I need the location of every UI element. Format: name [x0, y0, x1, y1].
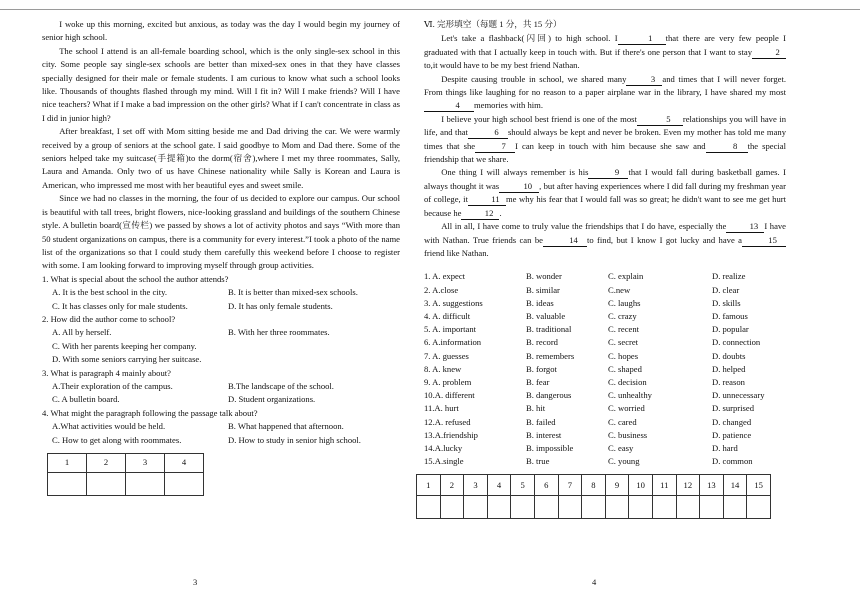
cloze-paragraph [424, 113, 786, 167]
table-header-cell: 14 [723, 475, 747, 496]
choice-option: 12.A. refused [424, 416, 471, 427]
choice-option: D. clear [712, 284, 740, 295]
cloze-text: relationships you will have in life, and that [424, 113, 786, 138]
choice-option: D. popular [712, 324, 749, 335]
option-row [42, 286, 400, 299]
table-header-cell: 5 [511, 475, 535, 496]
answer-cell [126, 473, 165, 496]
choice-option: C. cared [608, 416, 637, 427]
choice-option: D. common [712, 456, 753, 467]
answer-option: B. What happened that afternoon. [228, 421, 344, 432]
choice-option: C.new [608, 284, 631, 295]
answer-option: C. With her parents keeping her company. [52, 340, 197, 351]
choice-option: C. young [608, 456, 640, 467]
choice-option: 14.A.lucky [424, 442, 463, 453]
choice-option: B. forgot [526, 363, 557, 374]
right-page [424, 18, 786, 519]
choice-option: B. impossible [526, 442, 574, 453]
answer-option: C. How to get along with roommates. [52, 434, 182, 445]
cloze-blank: 2 [752, 47, 786, 59]
cloze-text: All in all, I have come to truly value the friendships that I do have, especially the [441, 221, 727, 232]
answer-cell [511, 496, 535, 519]
cloze-passage [424, 32, 786, 260]
passage-paragraph: I woke up this morning, excited but anxious, as today was the day I would begin my journey of senior high school. [42, 19, 400, 43]
answer-cell [676, 496, 700, 519]
choice-option: B. interest [526, 429, 562, 440]
cloze-paragraph [424, 166, 786, 220]
choice-option: D. changed [712, 416, 752, 427]
table-header-cell: 4 [487, 475, 511, 496]
question-stem: 3. What is paragraph 4 mainly about? [42, 367, 171, 378]
answer-cell [534, 496, 558, 519]
choice-row [424, 363, 786, 376]
table-header-cell: 6 [534, 475, 558, 496]
table-header-cell: 4 [165, 454, 204, 473]
table-header-cell: 10 [629, 475, 653, 496]
choice-option: D. realize [712, 271, 746, 282]
choice-option: B. valuable [526, 310, 566, 321]
table-header-cell: 3 [126, 454, 165, 473]
choice-option: D. doubts [712, 350, 746, 361]
table-header-cell: 7 [558, 475, 582, 496]
choice-option: 1. A. expect [424, 271, 466, 282]
choice-option: C. recent [608, 324, 640, 335]
cloze-text: should always be kept and never be broken. Even my mother has told me many times that she [424, 127, 786, 151]
option-row [42, 300, 400, 313]
choice-option: D. unnecessary [712, 390, 765, 401]
section-title: Ⅵ. 完形填空（每题 1 分，共 15 分） [424, 19, 562, 29]
choice-option: B. dangerous [526, 390, 572, 401]
cloze-text: that there are very few people I graduated with that I actually keep in touch with. But if there's one person that I want to stay [424, 33, 786, 57]
answer-table-left [47, 453, 204, 496]
option-row [42, 380, 400, 393]
table-header-cell: 3 [464, 475, 488, 496]
choice-row [424, 429, 786, 442]
choice-option: 15.A.single [424, 456, 464, 467]
choice-option: C. secret [608, 337, 639, 348]
answer-option: C. A bulletin board. [52, 394, 120, 405]
answer-table-right [416, 474, 771, 519]
cloze-text: to,it would have to be my best friend Nathan. [424, 60, 580, 71]
choice-option: 13.A.friendship [424, 429, 478, 440]
question-stem: 2. How did the author come to school? [42, 313, 176, 324]
choice-option: 7. A. guesses [424, 350, 469, 361]
choice-option: 2. A.close [424, 284, 459, 295]
cloze-text: I can keep in touch with him because she saw and [515, 140, 706, 151]
choice-row [424, 323, 786, 336]
answer-option: A. It is the best school in the city. [52, 287, 167, 298]
choice-option: 4. A. difficult [424, 310, 471, 321]
option-row [42, 420, 400, 433]
choice-option: B. similar [526, 284, 560, 295]
answer-option: D. It has only female students. [228, 300, 333, 311]
choice-option: D. patience [712, 429, 752, 440]
choice-option: C. decision [608, 376, 647, 387]
choice-option: B. failed [526, 416, 556, 427]
choice-row [424, 389, 786, 402]
cloze-text: me why his fear that I would fall was so great; he didn't want to see me get hurt because he [424, 194, 786, 218]
cloze-blank: 5 [637, 114, 683, 126]
choice-option: 8. A. knew [424, 363, 462, 374]
choice-option: C. worried [608, 403, 645, 414]
answer-cell [747, 496, 771, 519]
cloze-text: . [499, 207, 502, 218]
choice-option: D. helped [712, 363, 746, 374]
answer-option: A.What activities would be held. [52, 421, 166, 432]
cloze-text: friend like Nathan. [424, 247, 489, 258]
choice-option: C. explain [608, 271, 644, 282]
choice-row [424, 336, 786, 349]
choice-option: C. shaped [608, 363, 642, 374]
page-number-right: 4 [592, 577, 597, 587]
cloze-text: that I would fall during basketball games. I always thought it was [424, 167, 786, 191]
answer-option: D. With some seniors carrying her suitcase. [52, 354, 202, 365]
cloze-blank: 9 [588, 167, 628, 179]
answer-option: A.Their exploration of the campus. [52, 380, 173, 391]
choice-option: 3. A. suggestions [424, 297, 483, 308]
answer-cell [417, 496, 441, 519]
table-header-cell: 11 [652, 475, 676, 496]
cloze-blank: 4 [424, 100, 474, 112]
cloze-text: memories with him. [474, 100, 543, 111]
passage-paragraph: Since we had no classes in the morning, the four of us decided to explore our campus. Our school is beautiful with tall trees, bright flowers, nice-looking grassland and buildings of the southern Chinese style. A bulletin board(宣传栏) we passed by shows a lot of activity photos and says “With more than 50 student organizations on campus, there is a community for every interest.”I took a photo of the name list of the organizations so that I could study them carefully this weekend before I choose to register with some. I am looking forward to improving myself through group activities. [42, 193, 400, 271]
cloze-text: One thing I will always remember is his [441, 167, 589, 178]
answer-option: D. Student organizations. [228, 394, 316, 405]
choice-row [424, 310, 786, 323]
choice-option: C. business [608, 429, 648, 440]
choice-option: D. surprised [712, 403, 755, 414]
cloze-text: I believe your high school best friend is one of the most [441, 113, 637, 124]
choice-option: 9. A. problem [424, 376, 472, 387]
choice-option: B. record [526, 337, 558, 348]
cloze-paragraph [424, 32, 786, 72]
option-row [42, 340, 400, 353]
top-rule [0, 9, 860, 10]
question-stem: 4. What might the paragraph following the passage talk about? [42, 407, 258, 418]
choice-row [424, 442, 786, 455]
choice-row [424, 376, 786, 389]
answer-option: B. With her three roommates. [228, 327, 330, 338]
table-header-cell: 12 [676, 475, 700, 496]
table-header-cell: 13 [700, 475, 724, 496]
answer-cell [605, 496, 629, 519]
passage-paragraph: After breakfast, I set off with Mom sitting beside me and Dad driving the car. We were warmly received by a group of seniors at the school gate. I said goodbye to Mom and Dad there. Some of the seniors helped take my suitcase(手提箱)to the dorm(宿舍),where I met my three roommates, Sally, Laura and Amanda. Only two of us have Chinese nationality while Sally is Korean and Laura is American, who impressed me most with her beautiful eyes and sweet smile. [42, 126, 400, 190]
cloze-blank: 1 [618, 33, 666, 45]
choice-option: B. hit [526, 403, 546, 414]
choice-option: 11.A. hurt [424, 403, 459, 414]
cloze-blank: 12 [461, 208, 499, 220]
answer-cell [723, 496, 747, 519]
choice-option: B. remembers [526, 350, 575, 361]
choice-option: D. hard [712, 442, 738, 453]
table-header-cell: 1 [48, 454, 87, 473]
choice-row [424, 402, 786, 415]
answer-cell [629, 496, 653, 519]
answer-cell [87, 473, 126, 496]
answer-cell [48, 473, 87, 496]
choice-row [424, 297, 786, 310]
choice-option: B. traditional [526, 324, 572, 335]
choice-option: B. ideas [526, 297, 554, 308]
cloze-paragraph [424, 220, 786, 260]
cloze-blank: 15 [742, 235, 786, 247]
cloze-blank: 6 [468, 127, 508, 139]
choice-row [424, 416, 786, 429]
answer-cell [487, 496, 511, 519]
choice-option: B. fear [526, 376, 550, 387]
cloze-text: and times that I will never forget. From things like laughing for no reason to a paper airplane war in the library, I have shared my most [424, 73, 786, 98]
answer-option: D. How to study in senior high school. [228, 434, 361, 445]
choice-option: D. skills [712, 297, 741, 308]
question-list [42, 273, 400, 447]
choice-option: D. reason [712, 376, 745, 387]
answer-option: A. All by herself. [52, 327, 112, 338]
option-row [42, 326, 400, 339]
answer-cell [440, 496, 464, 519]
cloze-blank: 11 [468, 194, 506, 206]
cloze-blank: 7 [475, 141, 515, 153]
answer-cell [558, 496, 582, 519]
cloze-paragraph [424, 73, 786, 113]
choice-row [424, 350, 786, 363]
choice-option: 5. A. important [424, 324, 477, 335]
reading-passage [42, 18, 400, 273]
answer-cell [165, 473, 204, 496]
choice-option: C. hopes [608, 350, 639, 361]
choice-row [424, 455, 786, 468]
cloze-text: I have with Nathan. True friends can be [424, 221, 786, 245]
cloze-text: , but after having experiences where I did fall during my freshman year of college, it [424, 180, 786, 205]
answer-cell [582, 496, 606, 519]
choice-option: D. connection [712, 337, 761, 348]
choice-option: C. crazy [608, 310, 637, 321]
cloze-choices [424, 270, 786, 468]
answer-cell [700, 496, 724, 519]
cloze-text: Despite causing trouble in school, we shared many [441, 73, 627, 84]
option-row [42, 393, 400, 406]
cloze-blank: 10 [499, 181, 539, 193]
passage-paragraph: The school I attend is an all-female boarding school, which is the only single-sex school in this city. Some people say single-sex schools are better than mixed-sex ones in that they have classes specially designed for their male or female students. I am curious to know what such a school looks like. Thousands of thoughts flashed through my mind. Will I fit in? Will I make friends? Will I have nice teachers? What if I make a bad impression on the other girls? What if I can't concentrate in class as I did in junior high? [42, 45, 400, 123]
question-stem: 1. What is special about the school the author attends? [42, 273, 229, 284]
choice-option: C. unhealthy [608, 390, 652, 401]
answer-option: B. It is better than mixed-sex schools. [228, 287, 358, 298]
cloze-blank: 14 [543, 235, 587, 247]
answer-option: C. It has classes only for male students. [52, 300, 188, 311]
cloze-blank: 8 [706, 141, 748, 153]
choice-option: D. famous [712, 310, 748, 321]
choice-row [424, 284, 786, 297]
cloze-blank: 13 [726, 221, 764, 233]
choice-row [424, 270, 786, 283]
table-header-cell: 1 [417, 475, 441, 496]
table-header-cell: 8 [582, 475, 606, 496]
choice-option: C. easy [608, 442, 634, 453]
cloze-blank: 3 [626, 74, 662, 86]
table-header-cell: 15 [747, 475, 771, 496]
answer-cell [652, 496, 676, 519]
option-row [42, 353, 400, 366]
table-header-cell: 2 [87, 454, 126, 473]
cloze-text: the special friendship that we share. [424, 140, 786, 165]
page-number-left: 3 [193, 577, 198, 587]
choice-option: B. wonder [526, 271, 562, 282]
table-header-cell: 2 [440, 475, 464, 496]
answer-cell [464, 496, 488, 519]
choice-option: B. true [526, 456, 550, 467]
choice-option: C. laughs [608, 297, 641, 308]
table-header-cell: 9 [605, 475, 629, 496]
option-row [42, 434, 400, 447]
cloze-text: to find, but I know I got lucky and have a [586, 234, 742, 245]
choice-option: 10.A. different [424, 390, 475, 401]
cloze-text: Let's take a flashback(闪回) to high school. I [441, 33, 618, 44]
answer-option: B.The landscape of the school. [228, 380, 334, 391]
left-page [42, 18, 400, 496]
choice-option: 6. A.information [424, 337, 482, 348]
